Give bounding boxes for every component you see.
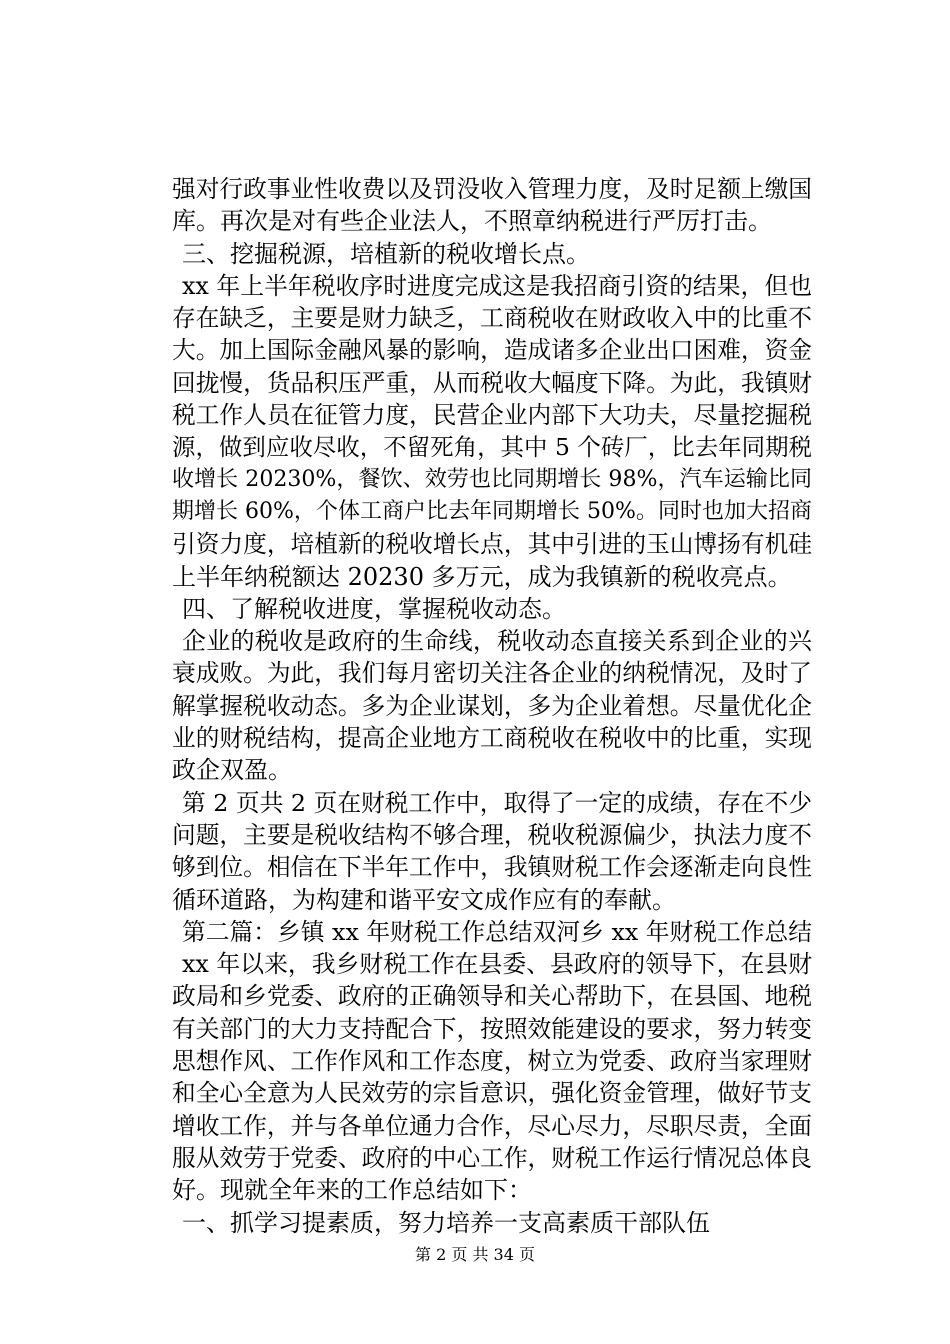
- text-line: 期增长 60%，个体工商户比去年同期增长 50%。同时也加大招商: [172, 498, 812, 524]
- text-line: 强对行政事业性收费以及罚没收入管理力度，及时足额上缴国: [172, 175, 812, 203]
- text-line: xx 年上半年税收序时进度完成这是我招商引资的结果，但也: [182, 271, 812, 300]
- text-line: 税工作人员在征管力度，民营企业内部下大功夫，尽量挖掘税: [172, 401, 812, 430]
- text-line: 业的财税结构，提高企业地方工商税收在税收中的比重，实现: [172, 724, 812, 753]
- text-line: xx 年以来，我乡财税工作在县委、县政府的领导下，在县财: [182, 950, 812, 979]
- text-line: 库。再次是对有些企业法人，不照章纳税进行严厉打击。: [172, 207, 772, 236]
- text-line: 回拢慢，货品积压严重，从而税收大幅度下降。为此，我镇财: [172, 368, 812, 397]
- text-line: 收增长 20230%，餐饮、效劳也比同期增长 98%，汽车运输比同: [172, 466, 812, 492]
- text-line: 源，做到应收尽收，不留死角，其中 5 个砖厂，比去年同期税: [172, 433, 812, 462]
- text-line: 思想作风、工作作风和工作态度，树立为党委、政府当家理财: [172, 1047, 812, 1076]
- text-line: 解掌握税收动态。多为企业谋划，多为企业着想。尽量优化企: [172, 691, 812, 720]
- text-line: 政局和乡党委、政府的正确领导和关心帮助下，在县国、地税: [172, 982, 812, 1011]
- text-line: 循环道路，为构建和谐平安文成作应有的奉献。: [172, 885, 676, 914]
- text-line: 存在缺乏，主要是财力缺乏，工商税收在财政收入中的比重不: [172, 304, 812, 333]
- text-line: 四、了解税收进度，掌握税收动态。: [182, 594, 566, 623]
- text-line: 企业的税收是政府的生命线，税收动态直接关系到企业的兴: [182, 627, 812, 656]
- text-line: 问题，主要是税收结构不够合理，税收税源偏少，执法力度不: [172, 820, 812, 849]
- page-footer: 第 2 页 共 34 页: [415, 1245, 535, 1264]
- text-line: 好。现就全年来的工作总结如下：: [172, 1176, 532, 1205]
- text-line: 增收工作，并与各单位通力合作，尽心尽力，尽职尽责，全面: [172, 1111, 812, 1140]
- text-line: 大。加上国际金融风暴的影响，造成诸多企业出口困难，资金: [172, 336, 812, 365]
- text-line: 上半年纳税额达 20230 多万元，成为我镇新的税收亮点。: [172, 562, 792, 591]
- text-line: 衰成败。为此，我们每月密切关注各企业的纳税情况，及时了: [172, 659, 812, 688]
- text-line: 第二篇：乡镇 xx 年财税工作总结双河乡 xx 年财税工作总结: [182, 917, 812, 946]
- document-body: [172, 173, 812, 1239]
- text-line: 第 2 页共 2 页在财税工作中，取得了一定的成绩，存在不少: [182, 788, 813, 817]
- text-line: 政企双盈。: [172, 756, 292, 785]
- text-line: 有关部门的大力支持配合下，按照效能建设的要求，努力转变: [172, 1014, 812, 1043]
- text-line: 一、抓学习提素质，努力培养一支高素质干部队伍: [182, 1208, 710, 1237]
- text-line: 服从效劳于党委、政府的中心工作，财税工作运行情况总体良: [172, 1143, 812, 1172]
- text-line: 引资力度，培植新的税收增长点，其中引进的玉山博扬有机硅: [172, 530, 812, 559]
- text-line: 三、挖掘税源，培植新的税收增长点。: [182, 239, 590, 268]
- text-line: 和全心全意为人民效劳的宗旨意识，强化资金管理，做好节支: [172, 1079, 812, 1108]
- text-line: 够到位。相信在下半年工作中，我镇财税工作会逐渐走向良性: [172, 853, 812, 882]
